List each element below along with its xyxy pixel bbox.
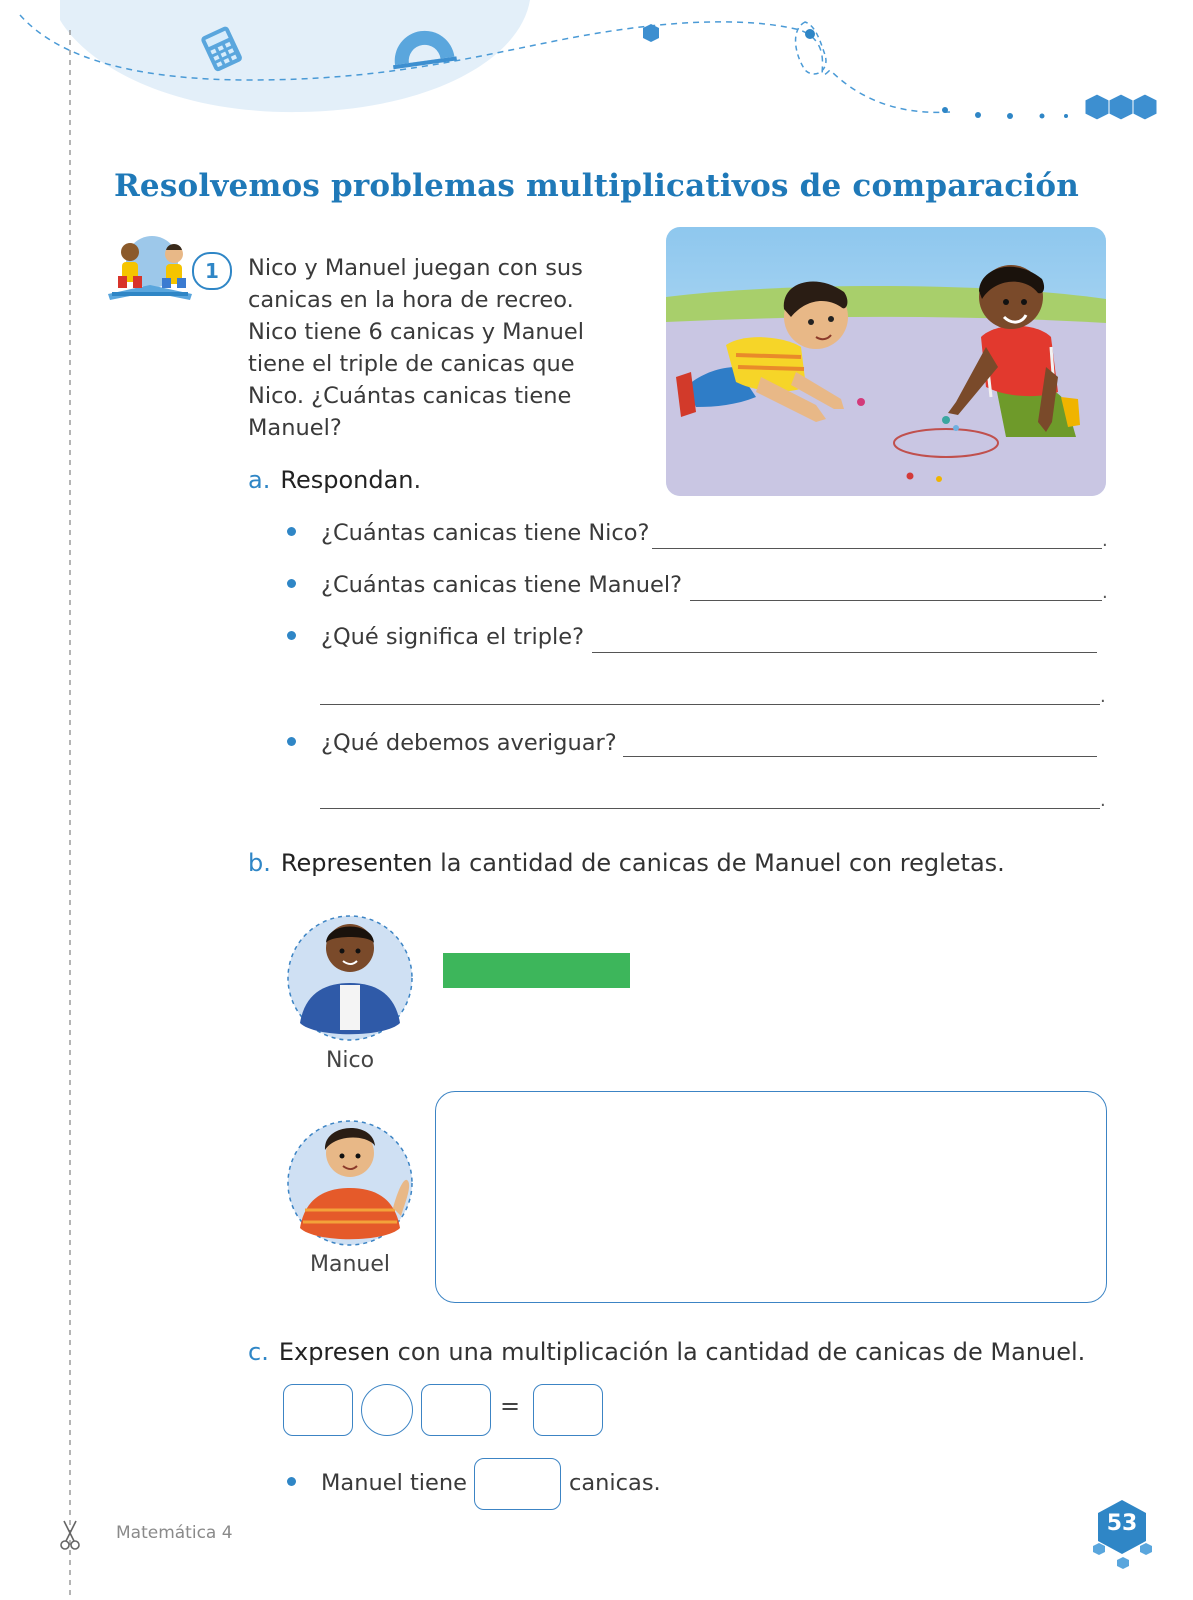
students-reading-icon	[108, 236, 192, 300]
bullet-icon	[287, 579, 296, 588]
nico-avatar	[285, 893, 415, 1043]
cube-icon	[643, 24, 659, 42]
children-playing-marbles-illustration	[666, 227, 1106, 496]
bullet-icon	[287, 527, 296, 536]
footer-book-title: Matemática 4	[116, 1523, 233, 1543]
nico-label: Nico	[325, 1048, 375, 1073]
answer-line-3a[interactable]	[592, 652, 1097, 653]
part-b-rest: la cantidad de canicas de Manuel con regletas.	[432, 849, 1005, 877]
period: .	[1100, 790, 1106, 811]
part-a-instruction: Respondan	[280, 466, 414, 494]
question-3-text: ¿Qué significa el triple?	[321, 624, 585, 650]
part-a-heading	[248, 466, 421, 494]
manuel-label: Manuel	[310, 1252, 390, 1277]
part-b-letter: b.	[248, 849, 271, 877]
sentence-start: Manuel tiene	[321, 1470, 467, 1496]
factor-1-box[interactable]	[283, 1384, 353, 1436]
operator-circle[interactable]	[361, 1384, 413, 1436]
bullet-icon	[287, 1477, 296, 1486]
question-4-text: ¿Qué debemos averiguar?	[321, 730, 617, 756]
answer-line-1[interactable]	[652, 548, 1102, 549]
problem-number: 1	[192, 252, 232, 290]
part-a-letter: a.	[248, 466, 271, 494]
manuel-avatar	[285, 1098, 420, 1248]
period: .	[1102, 530, 1108, 551]
part-c-heading	[248, 1338, 1085, 1366]
answer-line-4b[interactable]	[320, 808, 1100, 809]
answer-sentence	[287, 1470, 467, 1496]
factor-2-box[interactable]	[421, 1384, 491, 1436]
part-c-rest: con una multiplicación la cantidad de canicas de Manuel.	[390, 1338, 1086, 1366]
manuel-rods-area[interactable]	[435, 1091, 1107, 1303]
equals-sign: =	[500, 1392, 521, 1420]
nico-rod	[443, 953, 630, 988]
bullet-icon	[287, 631, 296, 640]
part-c-instruction: Expresen	[278, 1338, 391, 1366]
part-b-heading	[248, 849, 1005, 877]
part-a-punct: .	[413, 466, 422, 494]
bullet-icon	[287, 737, 296, 746]
page-title: Resolvemos problemas multiplicativos de comparación	[113, 168, 1080, 204]
question-1-text: ¿Cuántas canicas tiene Nico?	[321, 520, 650, 546]
answer-line-4a[interactable]	[623, 756, 1097, 757]
question-3	[287, 624, 584, 650]
question-4	[287, 730, 617, 756]
problem-text: Nico y Manuel juegan con sus canicas en la hora de recreo. Nico tiene 6 canicas y Manuel tiene el triple de canicas que Nico. ¿Cuántas canicas tiene Manuel?	[248, 255, 584, 441]
answer-line-2[interactable]	[690, 600, 1102, 601]
part-c-letter: c.	[248, 1338, 269, 1366]
part-b-instruction: Representen	[280, 849, 433, 877]
period: .	[1102, 582, 1108, 603]
sentence-end: canicas.	[569, 1470, 661, 1496]
cube-icon	[1085, 94, 1157, 120]
marbles-count-box[interactable]	[474, 1458, 561, 1510]
question-1	[287, 520, 649, 546]
question-2-text: ¿Cuántas canicas tiene Manuel?	[321, 572, 683, 598]
answer-line-3b[interactable]	[320, 704, 1100, 705]
period: .	[1100, 686, 1106, 707]
question-2	[287, 572, 682, 598]
page-number: 53	[1106, 1511, 1138, 1536]
product-box[interactable]	[533, 1384, 603, 1436]
